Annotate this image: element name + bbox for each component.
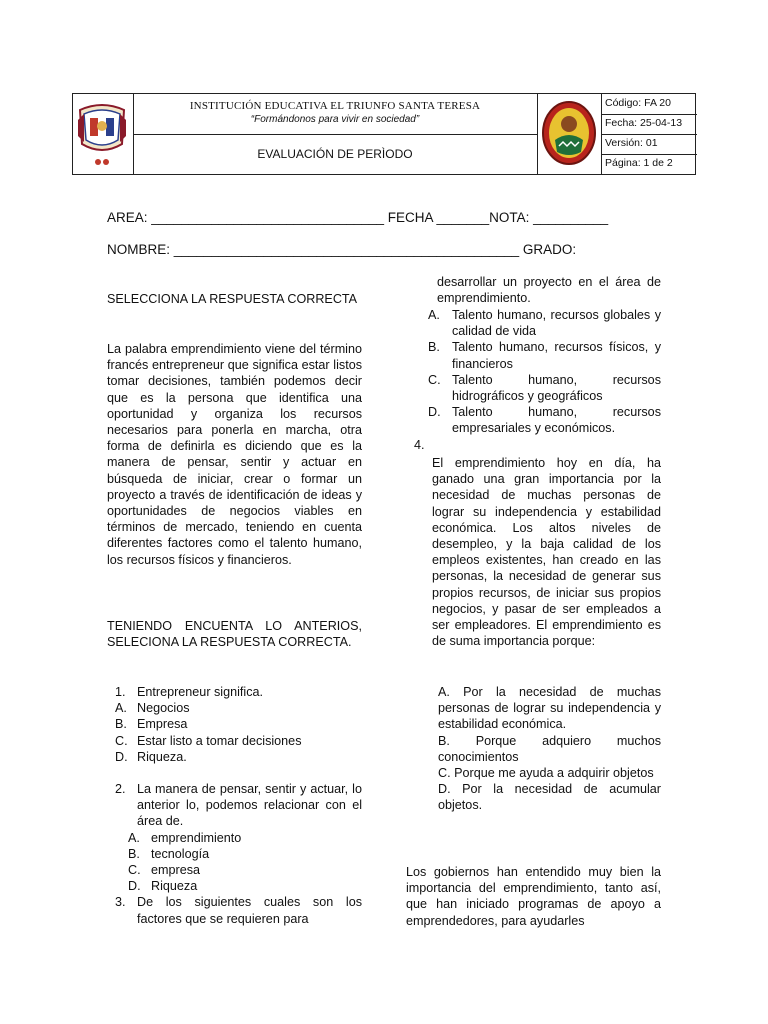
option-text: Talento humano, recursos físicos, y financieros: [452, 340, 661, 371]
question-text: La manera de pensar, sentir y actuar, lo anterior lo, podemos relacionar con el área de.: [137, 782, 362, 829]
option-text: Riqueza.: [137, 749, 187, 764]
option-letter: B.: [115, 717, 127, 732]
option-text: empresa: [151, 863, 200, 878]
option-text: Talento humano, recursos hidrográficos y geográficos: [452, 372, 661, 404]
question-number: 3.: [115, 895, 126, 910]
institution-motto: “Formándonos para vivir en sociedad”: [250, 114, 420, 125]
institution-name: INSTITUCIÓN EDUCATIVA EL TRIUNFO SANTA TERESA: [189, 100, 481, 112]
question-4-text: El emprendimiento hoy en día, ha ganado una gran importancia por la necesidad de muchas personas de lograr su independencia y estabilidad económica. Los altos niveles de desempleo, y la baja calidad de los empleos existentes, han creado en las personas, la necesidad de generar sus propios recursos, de iniciar sus propios negocios, y pasar de ser empleados a ser empleadores. El emprendimiento es de suma importancia porque:: [432, 456, 661, 649]
question-4-options: [438, 684, 661, 814]
left-column: [107, 291, 362, 307]
header-table: [72, 93, 696, 175]
closing-paragraph: Los gobiernos han entendido muy bien la importancia del emprendimiento, tanto así, que han iniciado programas de apoyo a emprendedores, para ayudarles: [406, 865, 661, 928]
option-letter: D.: [428, 405, 441, 420]
intro-paragraph: La palabra emprendimiento viene del término francés entrepreneur que significa estar listos tomar decisiones, también podemos decir que es la persona que identifica una oportunidad y organiza los recursos necesarios para ponerla en marcha, otra forma de definirla es diciendo que es la manera de pensar, sentir y actuar en búsqueda de iniciar, crear o formar un proyecto a través de identificación de ideas y oportunidades de negocios viables en términos de mercado, teniendo en cuenta diferentes factores como el talento humano, los recursos físicos y financieros.: [107, 342, 362, 567]
exam-title: EVALUACIÓN DE PERÌODO: [257, 147, 413, 161]
question-text: De los siguientes cuales son los factores que se requieren para: [137, 895, 362, 926]
option-text: Empresa: [137, 717, 188, 732]
question-1: [115, 684, 362, 765]
question-number: 1.: [115, 685, 126, 699]
doc-date: Fecha: 25-04-13: [605, 117, 683, 129]
option-letter: A.: [128, 830, 140, 845]
option-letter: A.: [115, 701, 127, 716]
option-text: Talento humano, recursos globales y calidad de vida: [452, 308, 661, 339]
option-text: C. Porque me ayuda a adquirir objetos: [438, 766, 654, 781]
doc-page: Página: 1 de 2: [605, 157, 673, 169]
question-4-number: 4.: [414, 438, 425, 452]
question-3-continued: desarrollar un proyecto en el área de emprendimiento.: [437, 275, 661, 306]
option-letter: A.: [428, 308, 440, 322]
option-letter: C.: [115, 733, 128, 748]
option-text: emprendimiento: [151, 830, 242, 845]
school-crest-logo: [76, 100, 128, 170]
option-text: A. Por la necesidad de muchas personas de lograr su independencia y estabilidad económica.: [438, 685, 661, 732]
option-text: D. Por la necesidad de acumular objetos.: [438, 782, 661, 813]
option-letter: B.: [428, 340, 440, 355]
option-text: tecnología: [151, 846, 210, 861]
question-text: Entrepreneur significa.: [137, 685, 264, 699]
option-text: Riqueza: [151, 879, 198, 894]
option-text: Estar listo a tomar decisiones: [137, 733, 302, 748]
option-letter: C.: [128, 863, 141, 878]
doc-version: Versión: 01: [605, 137, 658, 149]
option-text: Negocios: [137, 701, 190, 716]
school-seal-logo: [541, 100, 597, 166]
question-number: 2.: [115, 782, 126, 796]
question-2: [115, 781, 362, 927]
doc-code: Código: FA 20: [605, 97, 671, 109]
instruction-heading-2: TENIENDO ENCUENTA LO ANTERIOS, SELECIONA LA RESPUESTA CORRECTA.: [107, 619, 362, 650]
option-letter: C.: [428, 372, 441, 387]
option-letter: D.: [128, 879, 141, 894]
option-text: B. Porque adquiero muchos conocimientos: [438, 733, 661, 764]
instruction-heading: SELECCIONA LA RESPUESTA CORRECTA: [107, 292, 358, 306]
option-text: Talento humano, recursos empresariales y económicos.: [452, 405, 661, 436]
area-line: AREA: _______________________________ FECHA _______NOTA: __________: [107, 210, 609, 225]
question-3-options: [428, 307, 661, 437]
option-letter: D.: [115, 749, 128, 764]
name-line: NOMBRE: ______________________________________________ GRADO:: [107, 242, 577, 257]
option-letter: B.: [128, 846, 140, 861]
